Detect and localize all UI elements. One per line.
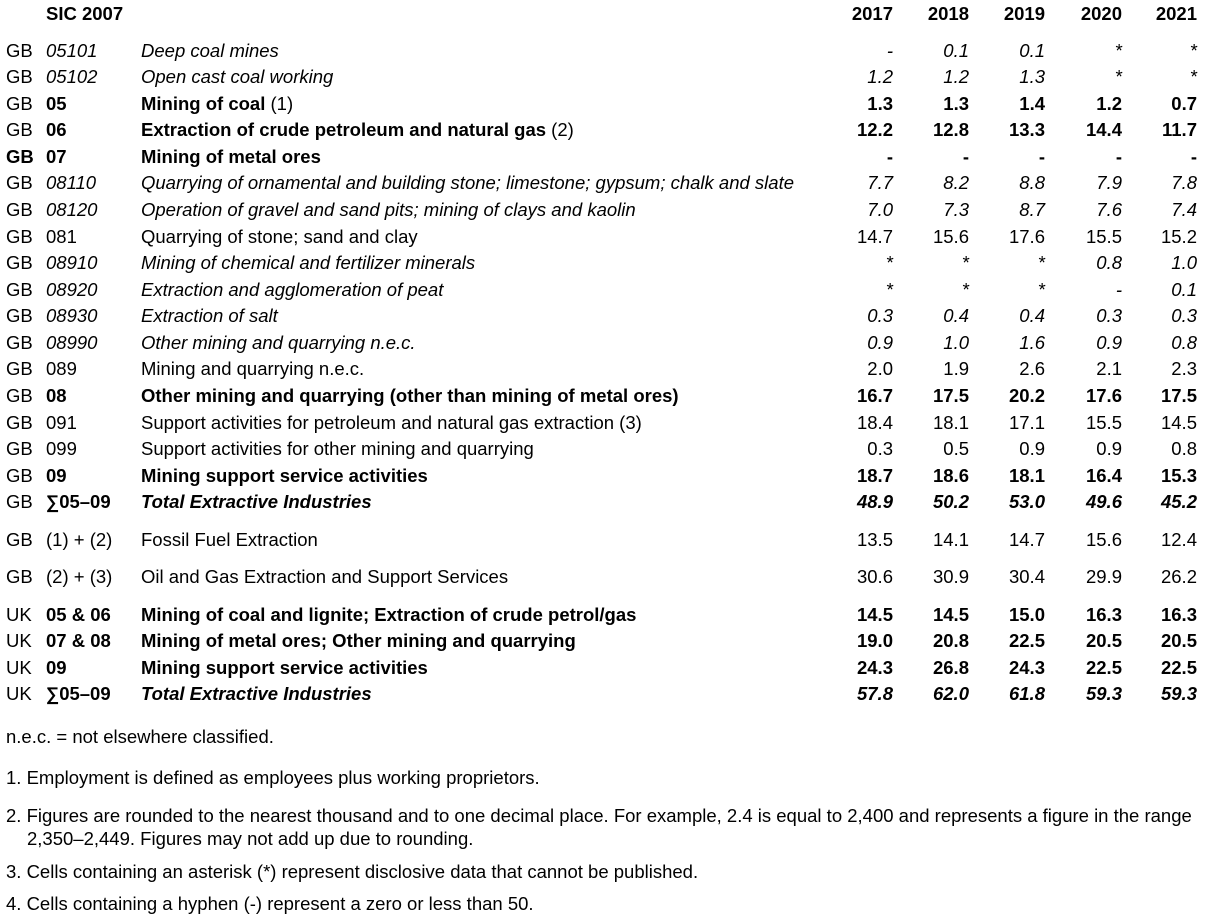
value-2021: 15.2 <box>1160 226 1197 247</box>
table-row <box>0 38 1205 64</box>
value-2017: 18.7 <box>856 465 893 486</box>
value-2019: * <box>1037 279 1045 300</box>
geo-cell: GB <box>6 491 33 512</box>
value-2021: 0.8 <box>1171 438 1197 459</box>
geo-cell: GB <box>6 566 33 587</box>
value-2021: 59.3 <box>1160 683 1197 704</box>
value-2021: - <box>1190 146 1197 167</box>
value-2018: * <box>961 252 969 273</box>
value-2019: 17.1 <box>1008 412 1045 433</box>
table-row <box>0 628 1205 654</box>
geo-cell: GB <box>6 252 33 273</box>
geo-cell: GB <box>6 199 33 220</box>
value-2019: 18.1 <box>1008 465 1045 486</box>
sic-code-cell: 07 <box>46 146 67 167</box>
description-text: Mining of coal <box>141 93 266 114</box>
sic-code-cell: 05102 <box>46 66 98 87</box>
value-2018: 7.3 <box>943 199 969 220</box>
value-2017: 57.8 <box>856 683 893 704</box>
value-2017: 1.2 <box>867 66 893 87</box>
year-header: 2019 <box>1003 3 1045 24</box>
geo-cell: UK <box>6 683 32 704</box>
description-cell: Fossil Fuel Extraction <box>141 529 318 550</box>
value-2020: * <box>1114 66 1122 87</box>
value-2021: 11.7 <box>1162 119 1197 140</box>
footnote-marker: (2) <box>546 119 574 140</box>
value-2019: 1.4 <box>1019 93 1045 114</box>
value-2021: 14.5 <box>1160 412 1197 433</box>
value-2017: 13.5 <box>856 529 893 550</box>
note-3: 3. Cells containing an asterisk (*) represent disclosive data that cannot be published. <box>6 861 699 882</box>
value-2019: 1.3 <box>1019 66 1045 87</box>
value-2021: * <box>1189 40 1197 61</box>
value-2020: 16.4 <box>1085 465 1122 486</box>
geo-cell: GB <box>6 385 33 406</box>
value-2018: 18.1 <box>932 412 969 433</box>
description-cell: Mining support service activities <box>141 657 428 678</box>
table-row <box>0 277 1205 303</box>
value-2020: * <box>1114 40 1122 61</box>
sic-code-cell: 05 & 06 <box>46 604 111 625</box>
description-cell <box>141 117 821 143</box>
sic-code-cell: 09 <box>46 657 67 678</box>
description-cell: Mining of coal and lignite; Extraction of crude petrol/gas <box>141 604 637 625</box>
value-2020: 0.9 <box>1096 332 1122 353</box>
value-2020: 2.1 <box>1096 358 1122 379</box>
value-2018: 14.1 <box>932 529 969 550</box>
value-2017: - <box>886 40 893 61</box>
value-2021: 17.5 <box>1160 385 1197 406</box>
sic-code-cell: 089 <box>46 358 77 379</box>
geo-cell: GB <box>6 226 33 247</box>
footnote-marker: (1) <box>265 93 294 114</box>
note-2: 2. Figures are rounded to the nearest thousand and to one decimal place. For example, 2.4 is equal to 2,400 and represents a figure in the range 2,350–2,449. Figures may not add up due to rounding. <box>6 805 1192 849</box>
value-2018: 1.0 <box>943 332 969 353</box>
value-2020: 0.8 <box>1096 252 1122 273</box>
description-cell: Quarrying of stone; sand and clay <box>141 226 418 247</box>
geo-cell: GB <box>6 146 34 167</box>
value-2019: 24.3 <box>1008 657 1045 678</box>
value-2020: - <box>1115 279 1122 300</box>
sic-code-cell: 08920 <box>46 279 98 300</box>
geo-cell: GB <box>6 93 33 114</box>
table-row <box>0 197 1205 223</box>
value-2019: - <box>1038 146 1045 167</box>
value-2019: 15.0 <box>1008 604 1045 625</box>
value-2019: 14.7 <box>1008 529 1045 550</box>
description-cell: Mining of metal ores <box>141 146 321 167</box>
table-row <box>0 117 1205 143</box>
table-row <box>0 383 1205 409</box>
value-2018: 8.2 <box>943 172 969 193</box>
value-2017: 7.7 <box>867 172 893 193</box>
sic-code-cell: 081 <box>46 226 77 247</box>
value-2017: 14.5 <box>856 604 893 625</box>
value-2021: 7.4 <box>1171 199 1197 220</box>
value-2021: 7.8 <box>1171 172 1197 193</box>
geo-cell: GB <box>6 332 33 353</box>
value-2018: 62.0 <box>932 683 969 704</box>
geo-cell: GB <box>6 119 33 140</box>
description-cell: Extraction of salt <box>141 305 278 326</box>
value-2021: 1.0 <box>1171 252 1197 273</box>
value-2019: 17.6 <box>1008 226 1045 247</box>
value-2018: 18.6 <box>932 465 969 486</box>
geo-cell: UK <box>6 657 32 678</box>
value-2018: 50.2 <box>932 491 969 512</box>
value-2021: 15.3 <box>1160 465 1197 486</box>
value-2020: - <box>1115 146 1122 167</box>
value-2020: 22.5 <box>1085 657 1122 678</box>
value-2018: 26.8 <box>932 657 969 678</box>
value-2020: 15.5 <box>1085 226 1122 247</box>
sic-code-cell: 08910 <box>46 252 98 273</box>
table-row <box>0 463 1205 489</box>
geo-cell: UK <box>6 630 32 651</box>
sic-code-cell: 06 <box>46 119 67 140</box>
value-2017: 12.2 <box>856 119 893 140</box>
description-cell: Total Extractive Industries <box>141 491 372 512</box>
year-header: 2021 <box>1155 3 1197 24</box>
value-2021: 0.7 <box>1171 93 1197 114</box>
geo-cell: GB <box>6 66 33 87</box>
value-2017: * <box>885 252 893 273</box>
value-2018: 17.5 <box>932 385 969 406</box>
geo-cell: GB <box>6 412 33 433</box>
description-cell: Extraction and agglomeration of peat <box>141 279 444 300</box>
value-2019: 2.6 <box>1019 358 1045 379</box>
table-row <box>0 224 1205 250</box>
value-2021: * <box>1189 66 1197 87</box>
value-2020: 20.5 <box>1085 630 1122 651</box>
value-2020: 1.2 <box>1096 93 1122 114</box>
sic-code-cell: ∑05–09 <box>46 683 111 704</box>
value-2018: 14.5 <box>932 604 969 625</box>
sic-code-cell: 08120 <box>46 199 98 220</box>
geo-cell: GB <box>6 438 33 459</box>
note-abbreviation: n.e.c. = not elsewhere classified. <box>6 726 274 747</box>
description-text: Extraction of crude petroleum and natural gas <box>141 119 547 140</box>
geo-cell: UK <box>6 604 32 625</box>
value-2017: 0.9 <box>867 332 893 353</box>
value-2018: 15.6 <box>932 226 969 247</box>
value-2019: 13.3 <box>1008 119 1045 140</box>
table-row <box>0 330 1205 356</box>
table-row <box>0 527 1205 553</box>
value-2020: 15.5 <box>1085 412 1122 433</box>
value-2021: 45.2 <box>1160 491 1197 512</box>
value-2019: 0.1 <box>1019 40 1045 61</box>
description-cell: Mining support service activities <box>141 465 428 486</box>
value-2017: 7.0 <box>867 199 893 220</box>
sic-code-cell: ∑05–09 <box>46 491 111 512</box>
value-2017: 19.0 <box>856 630 893 651</box>
sic-code-cell: 09 <box>46 465 67 486</box>
value-2018: * <box>961 279 969 300</box>
value-2017: - <box>886 146 893 167</box>
value-2019: 20.2 <box>1008 385 1045 406</box>
value-2018: 0.1 <box>943 40 969 61</box>
value-2018: 0.4 <box>943 305 969 326</box>
value-2020: 0.3 <box>1096 305 1122 326</box>
value-2018: 1.9 <box>943 358 969 379</box>
sic-code-cell: 07 & 08 <box>46 630 111 651</box>
value-2021: 12.4 <box>1160 529 1197 550</box>
geo-cell: GB <box>6 358 33 379</box>
value-2017: * <box>885 279 893 300</box>
geo-cell: GB <box>6 465 33 486</box>
description-cell: Deep coal mines <box>141 40 279 61</box>
geo-cell: GB <box>6 305 33 326</box>
value-2020: 0.9 <box>1096 438 1122 459</box>
description-cell: Support activities for petroleum and natural gas extraction (3) <box>141 412 642 433</box>
value-2021: 16.3 <box>1160 604 1197 625</box>
geo-cell: GB <box>6 529 33 550</box>
value-2019: 22.5 <box>1008 630 1045 651</box>
value-2021: 0.3 <box>1171 305 1197 326</box>
value-2018: 20.8 <box>932 630 969 651</box>
table-row <box>0 436 1205 462</box>
value-2020: 7.9 <box>1096 172 1122 193</box>
table-row <box>0 681 1205 707</box>
value-2017: 24.3 <box>856 657 893 678</box>
table-row <box>0 410 1205 436</box>
description-cell: Mining and quarrying n.e.c. <box>141 358 365 379</box>
value-2017: 18.4 <box>856 412 893 433</box>
description-cell: Mining of metal ores; Other mining and quarrying <box>141 630 576 651</box>
value-2018: 12.8 <box>932 119 969 140</box>
value-2017: 1.3 <box>867 93 893 114</box>
geo-cell: GB <box>6 40 33 61</box>
table-row <box>0 170 1205 196</box>
sic-code-cell: (2) + (3) <box>46 566 113 587</box>
sic-code-cell: (1) + (2) <box>46 529 113 550</box>
description-cell: Total Extractive Industries <box>141 683 372 704</box>
table-row <box>0 64 1205 90</box>
description-cell: Other mining and quarrying (other than mining of metal ores) <box>141 385 679 406</box>
sic-code-cell: 08990 <box>46 332 98 353</box>
table-row <box>0 564 1205 590</box>
description-cell: Other mining and quarrying n.e.c. <box>141 332 416 353</box>
value-2020: 14.4 <box>1085 119 1122 140</box>
value-2019: 53.0 <box>1008 491 1045 512</box>
year-header: 2020 <box>1080 3 1122 24</box>
sic-code-cell: 091 <box>46 412 77 433</box>
value-2020: 16.3 <box>1085 604 1122 625</box>
sic-code-cell: 05101 <box>46 40 98 61</box>
value-2017: 48.9 <box>856 491 893 512</box>
value-2017: 0.3 <box>867 305 893 326</box>
value-2019: 30.4 <box>1008 566 1045 587</box>
table-row <box>0 144 1205 170</box>
value-2020: 17.6 <box>1085 385 1122 406</box>
value-2018: 0.5 <box>943 438 969 459</box>
table-row <box>0 356 1205 382</box>
note-4: 4. Cells containing a hyphen (-) represent a zero or less than 50. <box>6 893 534 914</box>
value-2019: 0.4 <box>1019 305 1045 326</box>
value-2021: 0.8 <box>1171 332 1197 353</box>
value-2019: 8.7 <box>1019 199 1045 220</box>
value-2018: 30.9 <box>932 566 969 587</box>
value-2017: 0.3 <box>867 438 893 459</box>
value-2020: 49.6 <box>1085 491 1122 512</box>
year-header: 2018 <box>927 3 969 24</box>
value-2017: 2.0 <box>867 358 893 379</box>
value-2020: 29.9 <box>1085 566 1122 587</box>
value-2021: 26.2 <box>1160 566 1197 587</box>
note-1: 1. Employment is defined as employees plus working proprietors. <box>6 767 540 788</box>
value-2017: 16.7 <box>856 385 893 406</box>
description-cell: Support activities for other mining and quarrying <box>141 438 534 459</box>
geo-cell: GB <box>6 172 33 193</box>
table-row <box>0 489 1205 515</box>
table-row <box>0 602 1205 628</box>
value-2020: 59.3 <box>1085 683 1122 704</box>
value-2017: 14.7 <box>856 226 893 247</box>
sic-code-cell: 05 <box>46 93 67 114</box>
sic-code-cell: 08110 <box>46 172 97 193</box>
table-row <box>0 91 1205 117</box>
description-cell: Open cast coal working <box>141 66 334 87</box>
value-2018: - <box>962 146 969 167</box>
value-2019: 1.6 <box>1019 332 1045 353</box>
sic-code-cell: 08930 <box>46 305 98 326</box>
value-2019: * <box>1037 252 1045 273</box>
table-row <box>0 250 1205 276</box>
value-2020: 7.6 <box>1096 199 1122 220</box>
value-2021: 0.1 <box>1171 279 1197 300</box>
sic-header: SIC 2007 <box>46 3 124 24</box>
value-2021: 2.3 <box>1171 358 1197 379</box>
description-cell: Operation of gravel and sand pits; mining of clays and kaolin <box>141 199 636 220</box>
table-row <box>0 303 1205 329</box>
description-cell <box>141 91 821 117</box>
geo-cell: GB <box>6 279 33 300</box>
value-2020: 15.6 <box>1085 529 1122 550</box>
sic-code-cell: 08 <box>46 385 67 406</box>
year-header: 2017 <box>851 3 893 24</box>
value-2019: 61.8 <box>1008 683 1045 704</box>
value-2019: 8.8 <box>1019 172 1045 193</box>
sic-code-cell: 099 <box>46 438 77 459</box>
description-cell: Oil and Gas Extraction and Support Services <box>141 566 509 587</box>
description-cell: Quarrying of ornamental and building stone; limestone; gypsum; chalk and slate <box>141 172 795 193</box>
value-2021: 20.5 <box>1160 630 1197 651</box>
value-2018: 1.3 <box>943 93 969 114</box>
description-cell: Mining of chemical and fertilizer minerals <box>141 252 476 273</box>
value-2021: 22.5 <box>1160 657 1197 678</box>
value-2019: 0.9 <box>1019 438 1045 459</box>
table-row <box>0 655 1205 681</box>
value-2017: 30.6 <box>856 566 893 587</box>
value-2018: 1.2 <box>943 66 969 87</box>
